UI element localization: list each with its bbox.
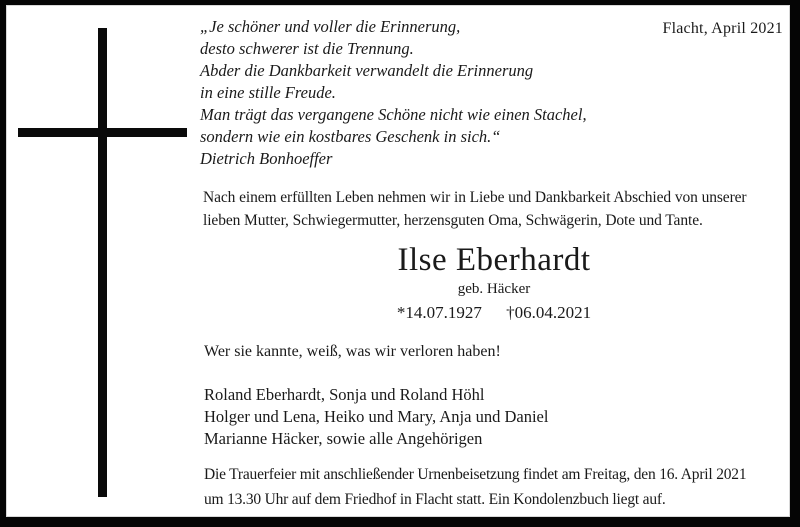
quote-line: Man trägt das vergangene Schöne nicht wie einen Stachel, [200,105,587,124]
quote-attribution: Dietrich Bonhoeffer [200,149,333,168]
mourner-line: Marianne Häcker, sowie alle Angehörigen [204,429,483,448]
memorial-quote [200,16,587,170]
farewell-line: Nach einem erfüllten Leben nehmen wir in Liebe und Dankbarkeit Abschied von unserer [203,189,747,206]
deceased-block [200,243,788,322]
deceased-name: Ilse Eberhardt [397,242,591,278]
funeral-line: um 13.30 Uhr auf dem Friedhof in Flacht statt. Ein Kondolenzbuch liegt auf. [204,491,666,508]
life-dates [200,304,788,322]
obituary-page [6,5,790,517]
quote-line: desto schwerer ist die Trennung. [200,39,414,58]
mourners-list [204,384,548,450]
quote-line: Abder die Dankbarkeit verwandelt die Erinnerung [200,61,534,80]
maiden-name: geb. Häcker [457,281,531,297]
funeral-details [204,462,746,512]
cross-icon-arm [18,128,187,137]
quote-line: „Je schöner und voller die Erinnerung, [200,17,461,36]
death-date: †06.04.2021 [506,303,592,322]
cross-icon [98,28,107,497]
farewell-line: lieben Mutter, Schwiegermutter, herzensguten Oma, Schwägerin, Dote und Tante. [203,212,703,229]
quote-line: sondern wie ein kostbares Geschenk in sich.“ [200,127,501,146]
tribute-line: Wer sie kannte, weiß, was wir verloren haben! [204,343,501,360]
mourner-line: Roland Eberhardt, Sonja und Roland Höhl [204,385,485,404]
birth-date: *14.07.1927 [396,303,482,322]
dateline: Flacht, April 2021 [662,20,783,37]
quote-line: in eine stille Freude. [200,83,336,102]
farewell-text [203,186,746,232]
funeral-line: Die Trauerfeier mit anschließender Urnenbeisetzung findet am Freitag, den 16. April 2021 [204,466,747,483]
mourner-line: Holger und Lena, Heiko und Mary, Anja und Daniel [204,407,549,426]
